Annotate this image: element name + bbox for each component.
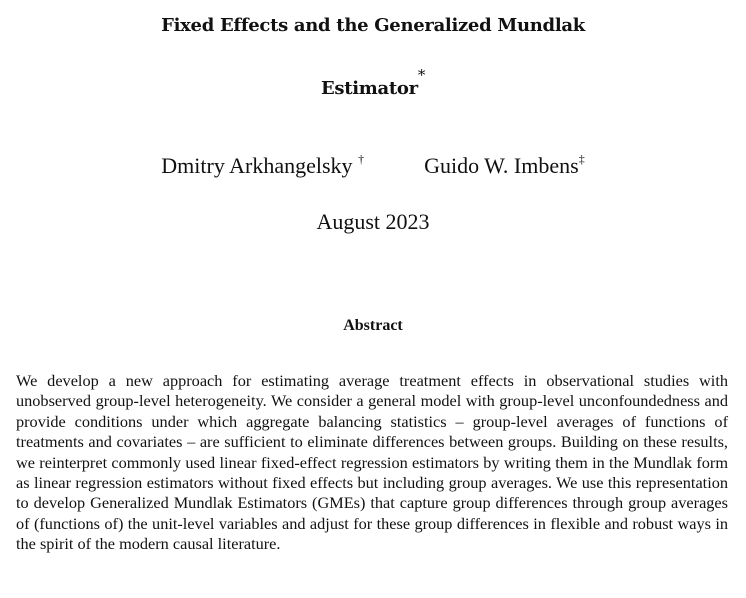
author-list: [0, 153, 746, 179]
title-footnote-mark: *: [417, 66, 426, 84]
author-2-footnote-mark: ‡: [578, 152, 585, 166]
paper-date: August 2023: [316, 209, 430, 234]
paper-title-text-2: Estimator: [320, 78, 418, 99]
author-2: [424, 153, 585, 179]
paper-title-line-1: [0, 8, 746, 44]
abstract-heading: Abstract: [343, 317, 403, 334]
abstract-body: We develop a new approach for estimating average treatment effects in observational studies with unobserved group-level heterogeneity. We consider a general model with group-level unconfoundedness and provide conditions under which aggregate balancing statistics – group-level averages of functions of treatments and covariates – are sufficient to eliminate differences between groups. Building on these results, we reinterpret commonly used linear fixed-effect regression estimators by writing them in the Mundlak form as linear regression estimators without fixed effects but including group averages. We use this representation to develop Generalized Mundlak Estimators (GMEs) that capture group differences through group averages of (functions of) the unit-level variables and adjust for these group differences in flexible and robust ways in the spirit of the modern causal literature.: [16, 371, 728, 554]
paper-title-line-2: [0, 66, 746, 107]
author-1-name: Dmitry Arkhangelsky: [161, 153, 353, 178]
author-1-footnote-mark: †: [358, 152, 365, 166]
paper-title-text-1: Fixed Effects and the Generalized Mundlak: [161, 15, 585, 36]
author-1: [161, 153, 364, 179]
author-2-name: Guido W. Imbens: [424, 153, 579, 178]
